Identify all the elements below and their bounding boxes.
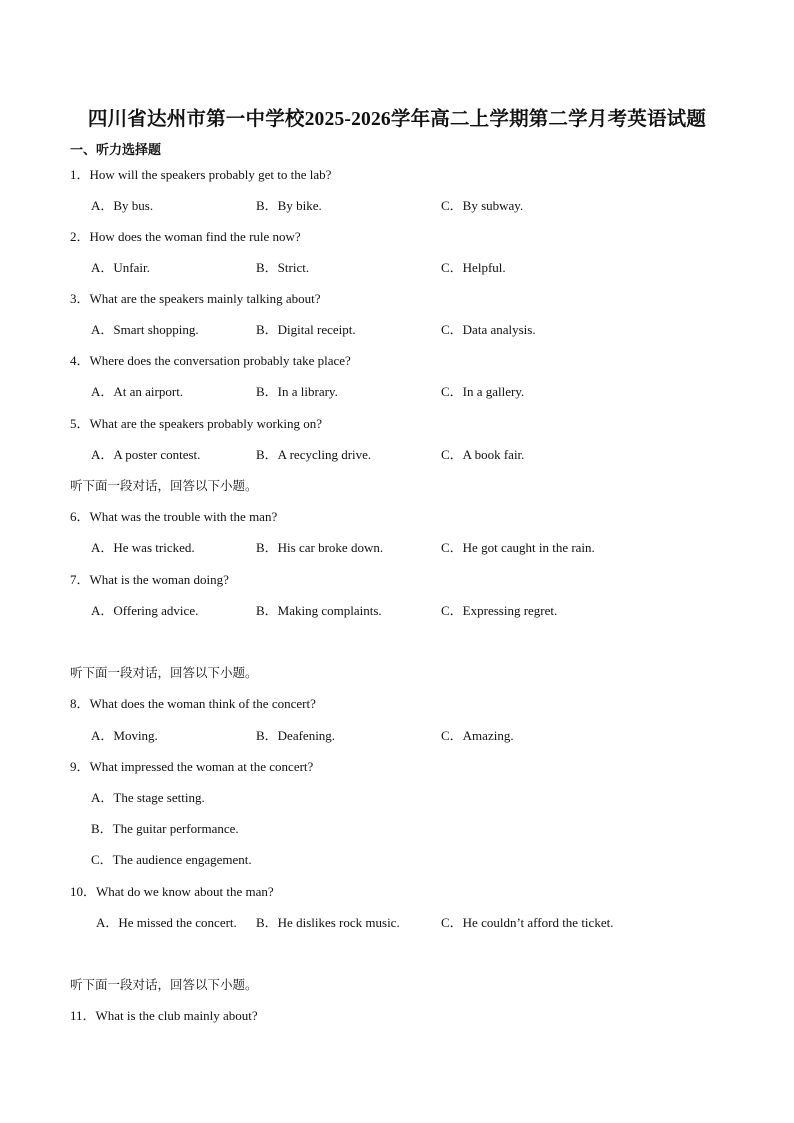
q1-option-a: A．By bus. <box>91 198 154 213</box>
q10-option-a: A．He missed the concert. <box>96 915 237 930</box>
q8-option-c: C．Amazing. <box>441 728 514 743</box>
question-4: 4．Where does the conversation probably take place? <box>70 353 351 368</box>
q9-option-b: B．The guitar performance. <box>91 821 239 836</box>
q1-option-c: C．By subway. <box>441 198 524 213</box>
section-heading: 一、听力选择题 <box>70 143 162 158</box>
q4-option-b: B．In a library. <box>256 384 338 399</box>
q4-option-a: A．At an airport. <box>91 384 184 399</box>
question-10: 10．What do we know about the man? <box>70 884 274 899</box>
q6-option-b: B．His car broke down. <box>256 540 384 555</box>
q3-option-a: A．Smart shopping. <box>91 322 199 337</box>
q9-option-c: C．The audience engagement. <box>91 852 252 867</box>
q10-option-c: C．He couldn’t afford the ticket. <box>441 915 614 930</box>
question-1: 1．How will the speakers probably get to the lab? <box>70 167 332 182</box>
q8-option-a: A．Moving. <box>91 728 158 743</box>
listening-instruction: 听下面一段对话，回答以下小题。 <box>70 665 258 680</box>
question-3: 3．What are the speakers mainly talking about? <box>70 291 321 306</box>
q9-option-a: A．The stage setting. <box>91 790 205 805</box>
q2-option-a: A．Unfair. <box>91 260 150 275</box>
q3-option-c: C．Data analysis. <box>441 322 536 337</box>
q5-option-b: B．A recycling drive. <box>256 447 372 462</box>
question-8: 8．What does the woman think of the concert? <box>70 696 316 711</box>
q7-option-a: A．Offering advice. <box>91 603 199 618</box>
listening-instruction: 听下面一段对话，回答以下小题。 <box>70 977 258 992</box>
question-5: 5．What are the speakers probably working on? <box>70 416 322 431</box>
q1-option-b: B．By bike. <box>256 198 322 213</box>
question-9: 9．What impressed the woman at the concert? <box>70 759 314 774</box>
q6-option-a: A．He was tricked. <box>91 540 195 555</box>
q3-option-b: B．Digital receipt. <box>256 322 356 337</box>
question-2: 2．How does the woman find the rule now? <box>70 229 301 244</box>
q4-option-c: C．In a gallery. <box>441 384 525 399</box>
q10-option-b: B．He dislikes rock music. <box>256 915 400 930</box>
question-11: 11．What is the club mainly about? <box>70 1008 258 1023</box>
q7-option-b: B．Making complaints. <box>256 603 382 618</box>
question-6: 6．What was the trouble with the man? <box>70 509 278 524</box>
q2-option-b: B．Strict. <box>256 260 310 275</box>
q5-option-a: A．A poster contest. <box>91 447 201 462</box>
q6-option-c: C．He got caught in the rain. <box>441 540 595 555</box>
question-7: 7．What is the woman doing? <box>70 572 229 587</box>
listening-instruction: 听下面一段对话，回答以下小题。 <box>70 478 258 493</box>
page-title: 四川省达州市第一中学校2025-2026学年高二上学期第二学月考英语试题 <box>87 109 707 130</box>
q7-option-c: C．Expressing regret. <box>441 603 558 618</box>
q2-option-c: C．Helpful. <box>441 260 506 275</box>
q5-option-c: C．A book fair. <box>441 447 525 462</box>
q8-option-b: B．Deafening. <box>256 728 336 743</box>
